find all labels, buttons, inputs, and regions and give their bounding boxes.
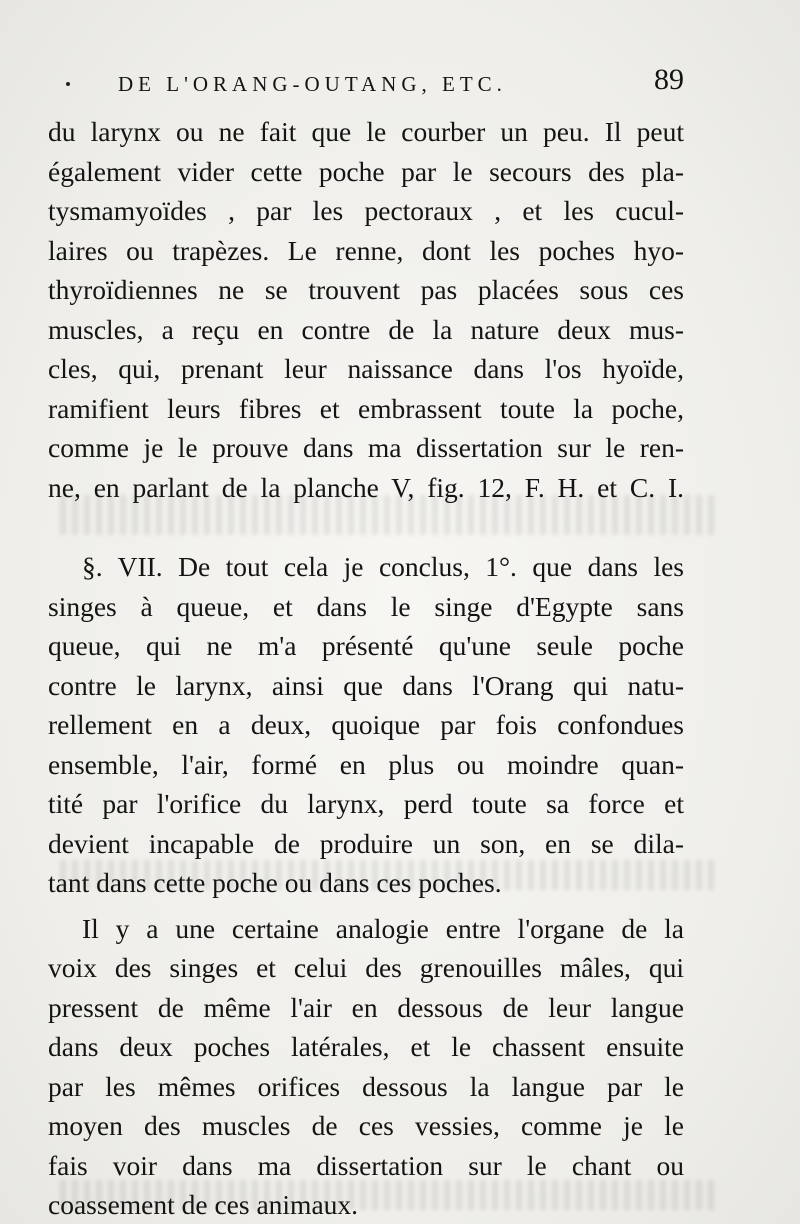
text-line: fais voir dans ma dissertation sur le chant ou (48, 1149, 684, 1181)
text-line: voix des singes et celui des grenouilles mâles, qui (48, 952, 684, 983)
text-line: Il y a une certaine analogie entre l'organe de la (82, 912, 684, 944)
text-line: également vider cette poche par le secours des pla- (48, 155, 684, 187)
text-line: queue, qui ne m'a présenté qu'une seule poche (48, 630, 684, 661)
text-line: contre le larynx, ainsi que dans l'Orang qui natu- (48, 669, 684, 701)
text-line: muscles, a reçu en contre de la nature deux mus- (48, 313, 684, 345)
text-line: §. VII. De tout cela je conclus, 1°. que dans les (82, 551, 684, 582)
text-line: singes à queue, et dans le singe d'Egypte sans (48, 590, 684, 622)
ink-dot (66, 82, 70, 86)
text-line: thyroïdiennes ne se trouvent pas placées sous ces (48, 274, 684, 305)
page-header (48, 60, 684, 110)
text-line: laires ou trapèzes. Le renne, dont les poches hyo- (48, 234, 684, 266)
text-line: tité par l'orifice du larynx, perd toute sa force et (48, 788, 684, 819)
text-line: comme je le prouve dans ma dissertation sur le ren- (48, 432, 684, 463)
text-line: du larynx ou ne fait que le courber un peu. Il peut (48, 116, 684, 147)
text-line: pressent de même l'air en dessous de leur langue (48, 991, 684, 1023)
text-line: tant dans cette poche ou dans ces poches. (48, 867, 502, 898)
paragraph-gap (48, 507, 684, 547)
text-line: moyen des muscles de ces vessies, comme je le (48, 1110, 684, 1141)
text-line: tysmamyoïdes , par les pectoraux , et les cucul- (48, 195, 684, 226)
page-number: 89 (654, 63, 684, 96)
running-head: DE L'ORANG-OUTANG, ETC. (118, 72, 507, 96)
text-line: ensemble, l'air, formé en plus ou moindre quan- (48, 748, 684, 780)
text-line: rellement en a deux, quoique par fois confondues (48, 709, 684, 740)
text-line: ne, en parlant de la planche V, fig. 12, F. H. et C. I. (48, 471, 684, 503)
text-line: cles, qui, prenant leur naissance dans l'os hyoïde, (48, 353, 684, 384)
text-line: par les mêmes orifices dessous la langue par le (48, 1070, 684, 1102)
body-text (48, 112, 684, 1224)
text-line: coassement de ces animaux. (48, 1189, 359, 1220)
text-line: ramifient leurs fibres et embrassent toute la poche, (48, 392, 684, 424)
text-line: devient incapable de produire un son, en se dila- (48, 827, 684, 859)
text-line: dans deux poches latérales, et le chassent ensuite (48, 1031, 684, 1062)
